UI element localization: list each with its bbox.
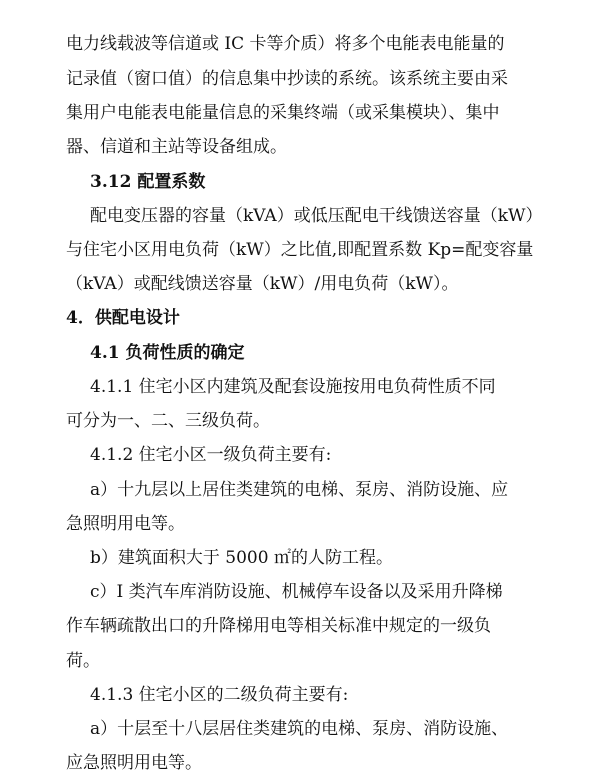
list-item-a-2: a）十层至十八层居住类建筑的电梯、泵房、消防设施、 (90, 719, 509, 739)
list-item-a-1: a）十九层以上居住类建筑的电梯、泵房、消防设施、应 (90, 480, 509, 500)
text-line-1: 电力线载波等信道或 IC 卡等介质）将多个电能表电能量的 (66, 34, 505, 54)
text-line-4: 器、信道和主站等设备组成。 (66, 137, 287, 157)
text-line-18: 作车辆疏散出口的升降梯用电等相关标准中规定的一级负 (66, 616, 491, 636)
text-line-8: （kVA）或配线馈送容量（kW）/用电负荷（kW）。 (66, 274, 459, 294)
text-line-12: 可分为一、二、三级负荷。 (66, 411, 270, 431)
section-heading-4: 4．供配电设计 (66, 308, 180, 328)
clause-4-1-1: 4.1.1 住宅小区内建筑及配套设施按用电负荷性质不同 (90, 377, 496, 397)
text-line-3: 集用户电能表电能量信息的采集终端（或采集模块）、集中 (66, 103, 500, 123)
clause-4-1-3: 4.1.3 住宅小区的二级负荷主要有: (90, 685, 349, 705)
section-heading-3-12: 3.12 配置系数 (90, 172, 206, 192)
text-line-19: 荷。 (66, 651, 100, 671)
text-line-22: 应急照明用电等。 (66, 753, 202, 773)
clause-4-1-2: 4.1.2 住宅小区一级负荷主要有: (90, 445, 332, 465)
list-item-c-1: c）I 类汽车库消防设施、机械停车设备以及采用升降梯 (90, 582, 503, 602)
text-line-7: 与住宅小区用电负荷（kW）之比值,即配置系数 Kp=配变容量 (66, 240, 534, 260)
text-line-15: 急照明用电等。 (66, 514, 185, 534)
section-heading-4-1: 4.1 负荷性质的确定 (90, 343, 245, 363)
text-line-6: 配电变压器的容量（kVA）或低压配电干线馈送容量（kW） (90, 206, 543, 226)
list-item-b-1: b）建筑面积大于 5000 ㎡的人防工程。 (90, 548, 393, 568)
text-line-2: 记录值（窗口值）的信息集中抄读的系统。该系统主要由采 (66, 69, 508, 89)
